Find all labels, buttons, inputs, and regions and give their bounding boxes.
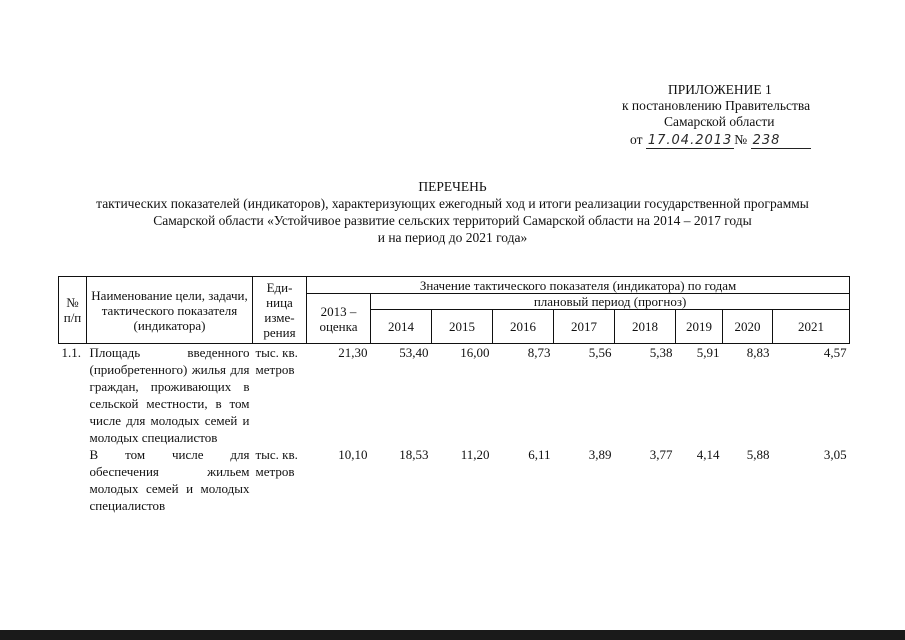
appendix-date-line	[630, 132, 811, 149]
header-unit: Еди- ница изме- рения	[253, 277, 307, 344]
indicators-table	[58, 276, 850, 514]
row-indicator-name: В том числе для обеспечения жильем молодых семей и молодых специалистов	[89, 447, 250, 513]
table-row	[59, 446, 850, 514]
row-value: 3,05	[823, 447, 847, 462]
row-estimate: 21,30	[338, 345, 368, 360]
row-value: 16,00	[460, 345, 490, 360]
row-value: 53,40	[399, 345, 429, 360]
header-name: Наименование цели, задачи, тактического показателя (индикатора)	[87, 277, 253, 344]
header-planned-period: плановый период (прогноз)	[371, 294, 850, 310]
header-year: 2017	[554, 310, 615, 344]
header-values-by-year: Значение тактического показателя (индикатора) по годам	[307, 277, 850, 294]
resolution-number: 238	[751, 134, 811, 149]
row-value: 6,11	[528, 447, 551, 462]
header-year: 2016	[493, 310, 554, 344]
document-subtitle-line1: тактических показателей (индикаторов), характеризующих ежегодный ход и итоги реализации государственной программы	[96, 196, 809, 211]
document-subtitle-line3: и на период до 2021 года»	[377, 230, 528, 245]
row-number	[59, 446, 87, 514]
appendix-title: ПРИЛОЖЕНИЕ 1	[668, 82, 772, 97]
row-value: 4,57	[823, 345, 847, 360]
row-indicator-name: Площадь введенного (приобретенного) жилья для граждан, проживающих в сельской местности, в том числе для молодых семей и молодых специалистов	[89, 345, 250, 445]
row-unit: тыс. кв. метров	[255, 345, 298, 377]
scan-edge-bar	[0, 630, 905, 640]
row-unit: тыс. кв. метров	[255, 447, 298, 479]
row-value: 5,56	[588, 345, 612, 360]
row-value: 8,73	[527, 345, 551, 360]
table-row	[59, 344, 850, 447]
header-year: 2015	[432, 310, 493, 344]
row-value: 3,77	[649, 447, 673, 462]
appendix-region-line: Самарской области	[664, 114, 775, 129]
header-year: 2019	[676, 310, 723, 344]
document-title: ПЕРЕЧЕНЬ	[418, 179, 487, 194]
appendix-resolution-line: к постановлению Правительства	[622, 98, 811, 113]
number-label: №	[734, 132, 748, 147]
row-value: 3,89	[588, 447, 612, 462]
header-year: 2014	[371, 310, 432, 344]
row-value: 8,83	[746, 345, 770, 360]
row-value: 11,20	[460, 447, 490, 462]
header-year: 2021	[773, 310, 850, 344]
header-num: № п/п	[59, 277, 87, 344]
row-number: 1.1.	[61, 345, 81, 360]
header-year: 2020	[723, 310, 773, 344]
row-value: 18,53	[399, 447, 429, 462]
row-value: 4,14	[696, 447, 720, 462]
row-value: 5,38	[649, 345, 673, 360]
row-estimate: 10,10	[338, 447, 368, 462]
row-value: 5,88	[746, 447, 770, 462]
header-estimate-2013: 2013 – оценка	[307, 294, 371, 344]
header-year: 2018	[615, 310, 676, 344]
row-value: 5,91	[696, 345, 720, 360]
resolution-date: 17.04.2013	[647, 133, 733, 148]
from-label: от	[630, 132, 643, 147]
document-subtitle-line2: Самарской области «Устойчивое развитие сельских территорий Самарской области на 2014 – 2017 годы	[153, 213, 752, 228]
